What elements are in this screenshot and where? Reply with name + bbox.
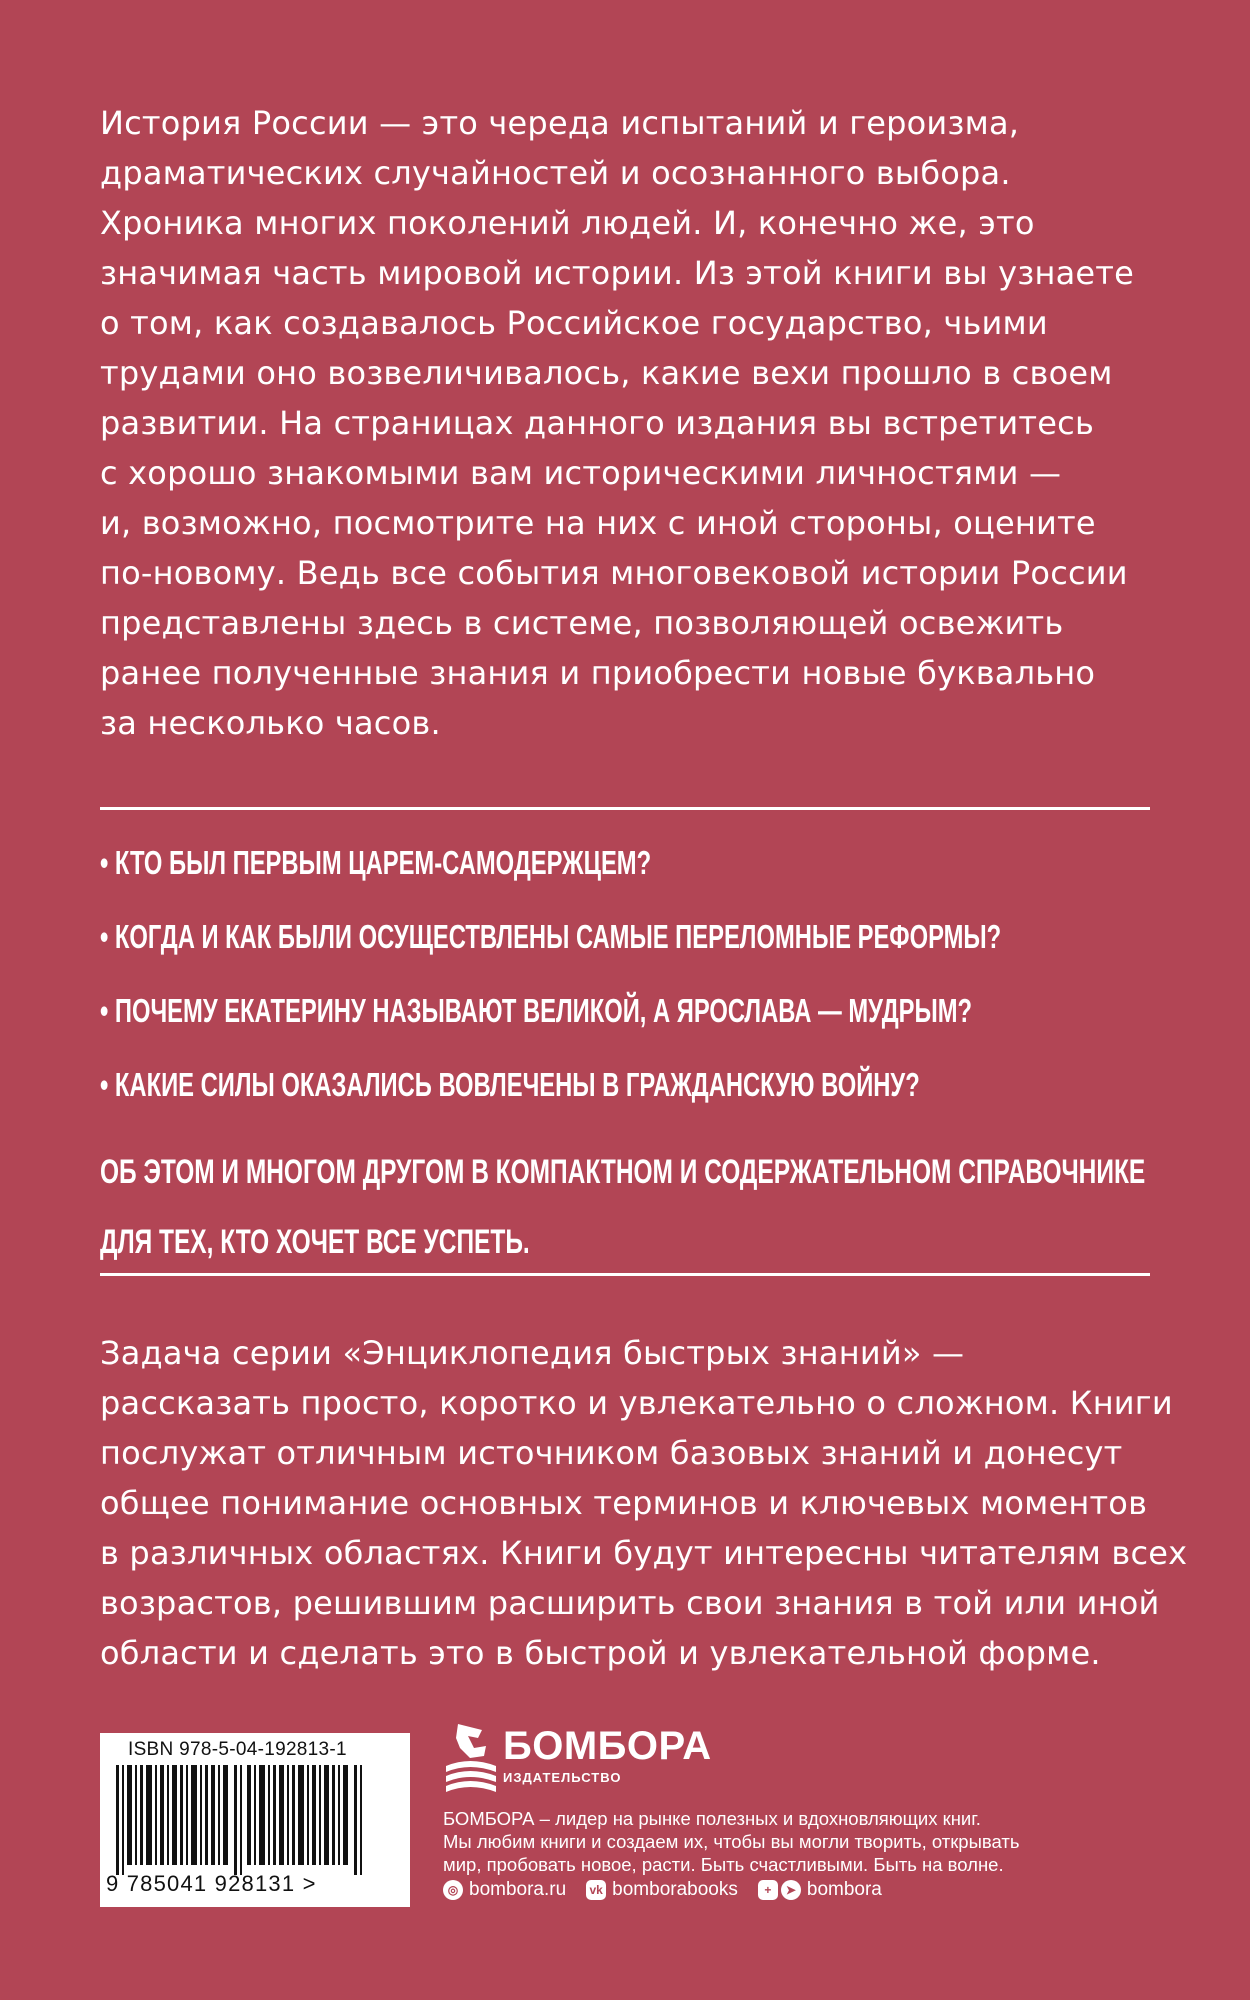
divider-top [100,807,1150,810]
intro-line: за несколько часов. [100,704,441,742]
intro-line: и, возможно, посмотрите на них с иной стороны, оцените [100,504,1096,542]
isbn-text: ISBN 978-5-04-192813-1 [128,1739,347,1760]
plus-icon: + [758,1880,778,1900]
telegram-link[interactable] [758,1879,882,1901]
question-list [100,843,1158,1139]
conclusion-line: ДЛЯ ТЕХ, КТО ХОЧЕТ ВСЕ УСПЕТЬ. [100,1223,530,1261]
social-links [443,1877,902,1903]
series-line: послужат отличным источником базовых знаний и донесут [100,1434,1123,1472]
intro-line: развитии. На страницах данного издания вы встретитесь [100,404,1095,442]
website-text: bombora.ru [469,1879,567,1900]
intro-line: драматических случайностей и осознанного выбора. [100,154,1011,192]
series-line: в различных областях. Книги будут интересны читателям всех [100,1534,1188,1572]
divider-bottom [100,1273,1150,1276]
about-line: БОМБОРА – лидер на рынке полезных и вдохновляющих книг. [443,1808,981,1829]
intro-paragraph [100,98,1160,748]
question-item: • КАКИЕ СИЛЫ ОКАЗАЛИСЬ ВОВЛЕЧЕНЫ В ГРАЖДАНСКУЮ ВОЙНУ? [100,1066,920,1103]
vk-text: bomborabooks [612,1879,738,1900]
question-item: • КОГДА И КАК БЫЛИ ОСУЩЕСТВЛЕНЫ САМЫЕ ПЕРЕЛОМНЫЕ РЕФОРМЫ? [100,918,1002,955]
intro-line: по-новому. Ведь все события многовековой истории России [100,554,1128,592]
website-link[interactable] [443,1879,566,1901]
intro-line: ранее полученные знания и приобрести новые буквально [100,654,1096,692]
about-line: Мы любим книги и создаем их, чтобы вы могли творить, открывать [443,1831,1020,1852]
intro-line: о том, как создавалось Российское государство, чьими [100,304,1048,342]
conclusion-text [100,1137,1180,1277]
question-item: • КТО БЫЛ ПЕРВЫМ ЦАРЕМ-САМОДЕРЖЦЕМ? [100,844,652,881]
question-item: • ПОЧЕМУ ЕКАТЕРИНУ НАЗЫВАЮТ ВЕЛИКОЙ, А ЯРОСЛАВА — МУДРЫМ? [100,992,973,1029]
conclusion-line: ОБ ЭТОМ И МНОГОМ ДРУГОМ В КОМПАКТНОМ И СОДЕРЖАТЕЛЬНОМ СПРАВОЧНИКЕ [100,1153,1146,1191]
intro-line: значимая часть мировой истории. Из этой книги вы узнаете [100,254,1134,292]
intro-line: представлены здесь в системе, позволяющей освежить [100,604,1064,642]
publisher-subtitle: ИЗДАТЕЛЬСТВО [503,1770,622,1785]
telegram-text: bombora [806,1879,882,1900]
series-line: возрастов, решившим расширить свои знания в той или иной [100,1584,1160,1622]
intro-line: Хроника многих поколений людей. И, конечно же, это [100,204,1035,242]
telegram-icon: ➤ [781,1880,801,1900]
barcode-icon [116,1765,368,1875]
about-line: мир, пробовать новое, расти. Быть счастливыми. Быть на волне. [443,1854,1004,1875]
series-line: Задача серии «Энциклопедия быстрых знаний» — [100,1334,965,1372]
series-line: области и сделать это в быстрой и увлекательной форме. [100,1634,1101,1672]
vk-link[interactable] [586,1879,738,1901]
intro-line: трудами оно возвеличивалось, какие вехи прошло в своем [100,354,1113,392]
publisher-name: БОМБОРА [503,1724,712,1768]
series-line: общее понимание основных терминов и ключевых моментов [100,1484,1148,1522]
intro-line: История России — это череда испытаний и героизма, [100,104,1020,142]
barcode-panel [100,1733,410,1907]
intro-line: с хорошо знакомыми вам историческими личностями — [100,454,1062,492]
series-line: рассказать просто, коротко и увлекательно о сложном. Книги [100,1384,1173,1422]
vk-icon: vk [586,1880,606,1900]
series-description [100,1328,1188,1678]
globe-icon: ◎ [443,1880,463,1900]
barcode-digits: 9 785041 928131 > [106,1871,317,1896]
publisher-about [443,1807,1163,1876]
